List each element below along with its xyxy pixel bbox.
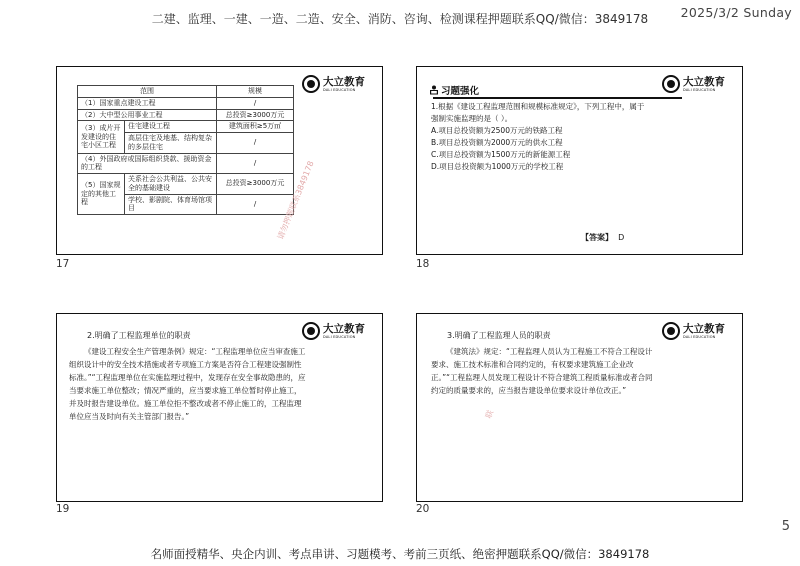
question-stem: 1.根据《建设工程监理范围和规模标准规定》，下列工程中，属于强制实施监理的是（ ）。 xyxy=(431,102,645,123)
slide-number: 18 xyxy=(416,258,430,270)
logo-icon xyxy=(302,322,320,340)
logo-icon xyxy=(662,75,680,93)
logo-english: DALI EDUCATION xyxy=(683,335,716,339)
logo-english: DALI EDUCATION xyxy=(683,88,716,92)
person-book-icon xyxy=(429,85,439,95)
page-number: 5 xyxy=(781,519,790,534)
table-cell: 学校、影剧院、体育场馆项目 xyxy=(125,194,217,215)
slide-number: 19 xyxy=(56,503,70,515)
table-cell: 总投资≥3000万元 xyxy=(217,174,294,195)
table-cell: （3）成片开发建设的住宅小区工程 xyxy=(78,121,125,153)
logo-icon xyxy=(302,75,320,93)
answer-label: 【答案】 xyxy=(581,233,613,242)
table-cell: / xyxy=(217,153,294,174)
logo-name: 大立教育 xyxy=(683,76,725,88)
logo-name: 大立教育 xyxy=(323,323,365,335)
slide-number: 17 xyxy=(56,258,70,270)
option-a: A.项目总投资额为2500万元的铁路工程 xyxy=(431,126,563,135)
dali-logo xyxy=(662,75,728,95)
header-scale: 规模 xyxy=(217,86,294,98)
dali-logo xyxy=(302,322,368,342)
logo-english: DALI EDUCATION xyxy=(323,88,356,92)
dali-logo xyxy=(302,75,368,95)
table-row xyxy=(78,97,294,109)
answer-value: D xyxy=(618,233,625,242)
scope-table xyxy=(77,85,294,215)
table-cell: / xyxy=(217,194,294,215)
question-block xyxy=(431,101,651,173)
table-header-row xyxy=(78,86,294,98)
table-row xyxy=(78,109,294,121)
slide-17 xyxy=(56,66,383,255)
slide-20 xyxy=(416,313,743,502)
logo-name: 大立教育 xyxy=(323,76,365,88)
option-c: C.项目总投资额为1500万元的新能源工程 xyxy=(431,150,571,159)
table-cell: 住宅建设工程 xyxy=(125,121,217,133)
slide-18 xyxy=(416,66,743,255)
table-cell: 总投资≥3000万元 xyxy=(217,109,294,121)
table-cell: / xyxy=(217,133,294,154)
table-row xyxy=(78,174,294,195)
top-banner: 二建、监理、一建、一造、二造、安全、消防、咨询、检测课程押题联系QQ/微信：3849178 xyxy=(151,12,649,26)
section-title: 3.明确了工程监理人员的职责 xyxy=(447,331,551,340)
slide-19 xyxy=(56,313,383,502)
header-scope: 范围 xyxy=(78,86,217,98)
section-body: 《建设工程安全生产管理条例》规定：“工程监理单位应当审查施工组织设计中的安全技术措施或者专项施工方案是否符合工程建设强制性标准。”“工程监理单位在实施监理过程中，发现存在安全事故隐患的，应当要求施工单位整改；情况严重的，应当要求施工单位暂时停止施工，并及时报告建设单位。施工单位拒不整改或者不停止施工的，工程监理单位应当及时向有关主管部门报告。” xyxy=(69,347,306,421)
answer xyxy=(581,232,624,243)
bottom-banner: 名师面授精华、央企内训、考点串讲、习题模考、考前三页纸、绝密押题联系QQ/微信：3849178 xyxy=(150,547,650,561)
section-title: 2.明确了工程监理单位的职责 xyxy=(87,331,191,340)
watermark: 请勿押题联系3849178 xyxy=(275,159,316,241)
option-b: B.项目总投资额为2000万元的供水工程 xyxy=(431,138,563,147)
logo-english: DALI EDUCATION xyxy=(323,335,356,339)
logo-name: 大立教育 xyxy=(683,323,725,335)
table-cell: / xyxy=(217,97,294,109)
table-cell: 关系社会公共利益、公共安全的基础建设 xyxy=(125,174,217,195)
table-row xyxy=(78,121,294,133)
table-row xyxy=(78,153,294,174)
heading-divider xyxy=(433,97,682,99)
section-body: 《建筑法》规定：“工程监理人员认为工程施工不符合工程设计要求、施工技术标准和合同约定的，有权要求建筑施工企业改正。”“工程监理人员发现工程设计不符合建筑工程质量标准或者合同约定的质量要求的，应当报告建设单位要求设计单位改正。” xyxy=(431,347,653,395)
table-cell: （4）外国政府或国际组织贷款、援助资金的工程 xyxy=(78,153,217,174)
slide-number: 20 xyxy=(416,503,430,515)
table-cell: 高层住宅及地基、结构复杂的多层住宅 xyxy=(125,133,217,154)
table-cell: （1）国家重点建设工程 xyxy=(78,97,217,109)
table-cell: （5）国家规定的其他工程 xyxy=(78,174,125,215)
table-cell: 建筑面积≥5万㎡ xyxy=(217,121,294,133)
dali-logo xyxy=(662,322,728,342)
logo-icon xyxy=(662,322,680,340)
exercise-heading xyxy=(429,83,479,97)
table-cell: （2）大中型公用事业工程 xyxy=(78,109,217,121)
exercise-heading-text: 习题强化 xyxy=(441,86,480,97)
watermark: 联 xyxy=(483,408,496,420)
option-d: D.项目总投资额为1000万元的学校工程 xyxy=(431,162,564,171)
date-stamp: 2025/3/2 Sunday xyxy=(680,5,792,20)
